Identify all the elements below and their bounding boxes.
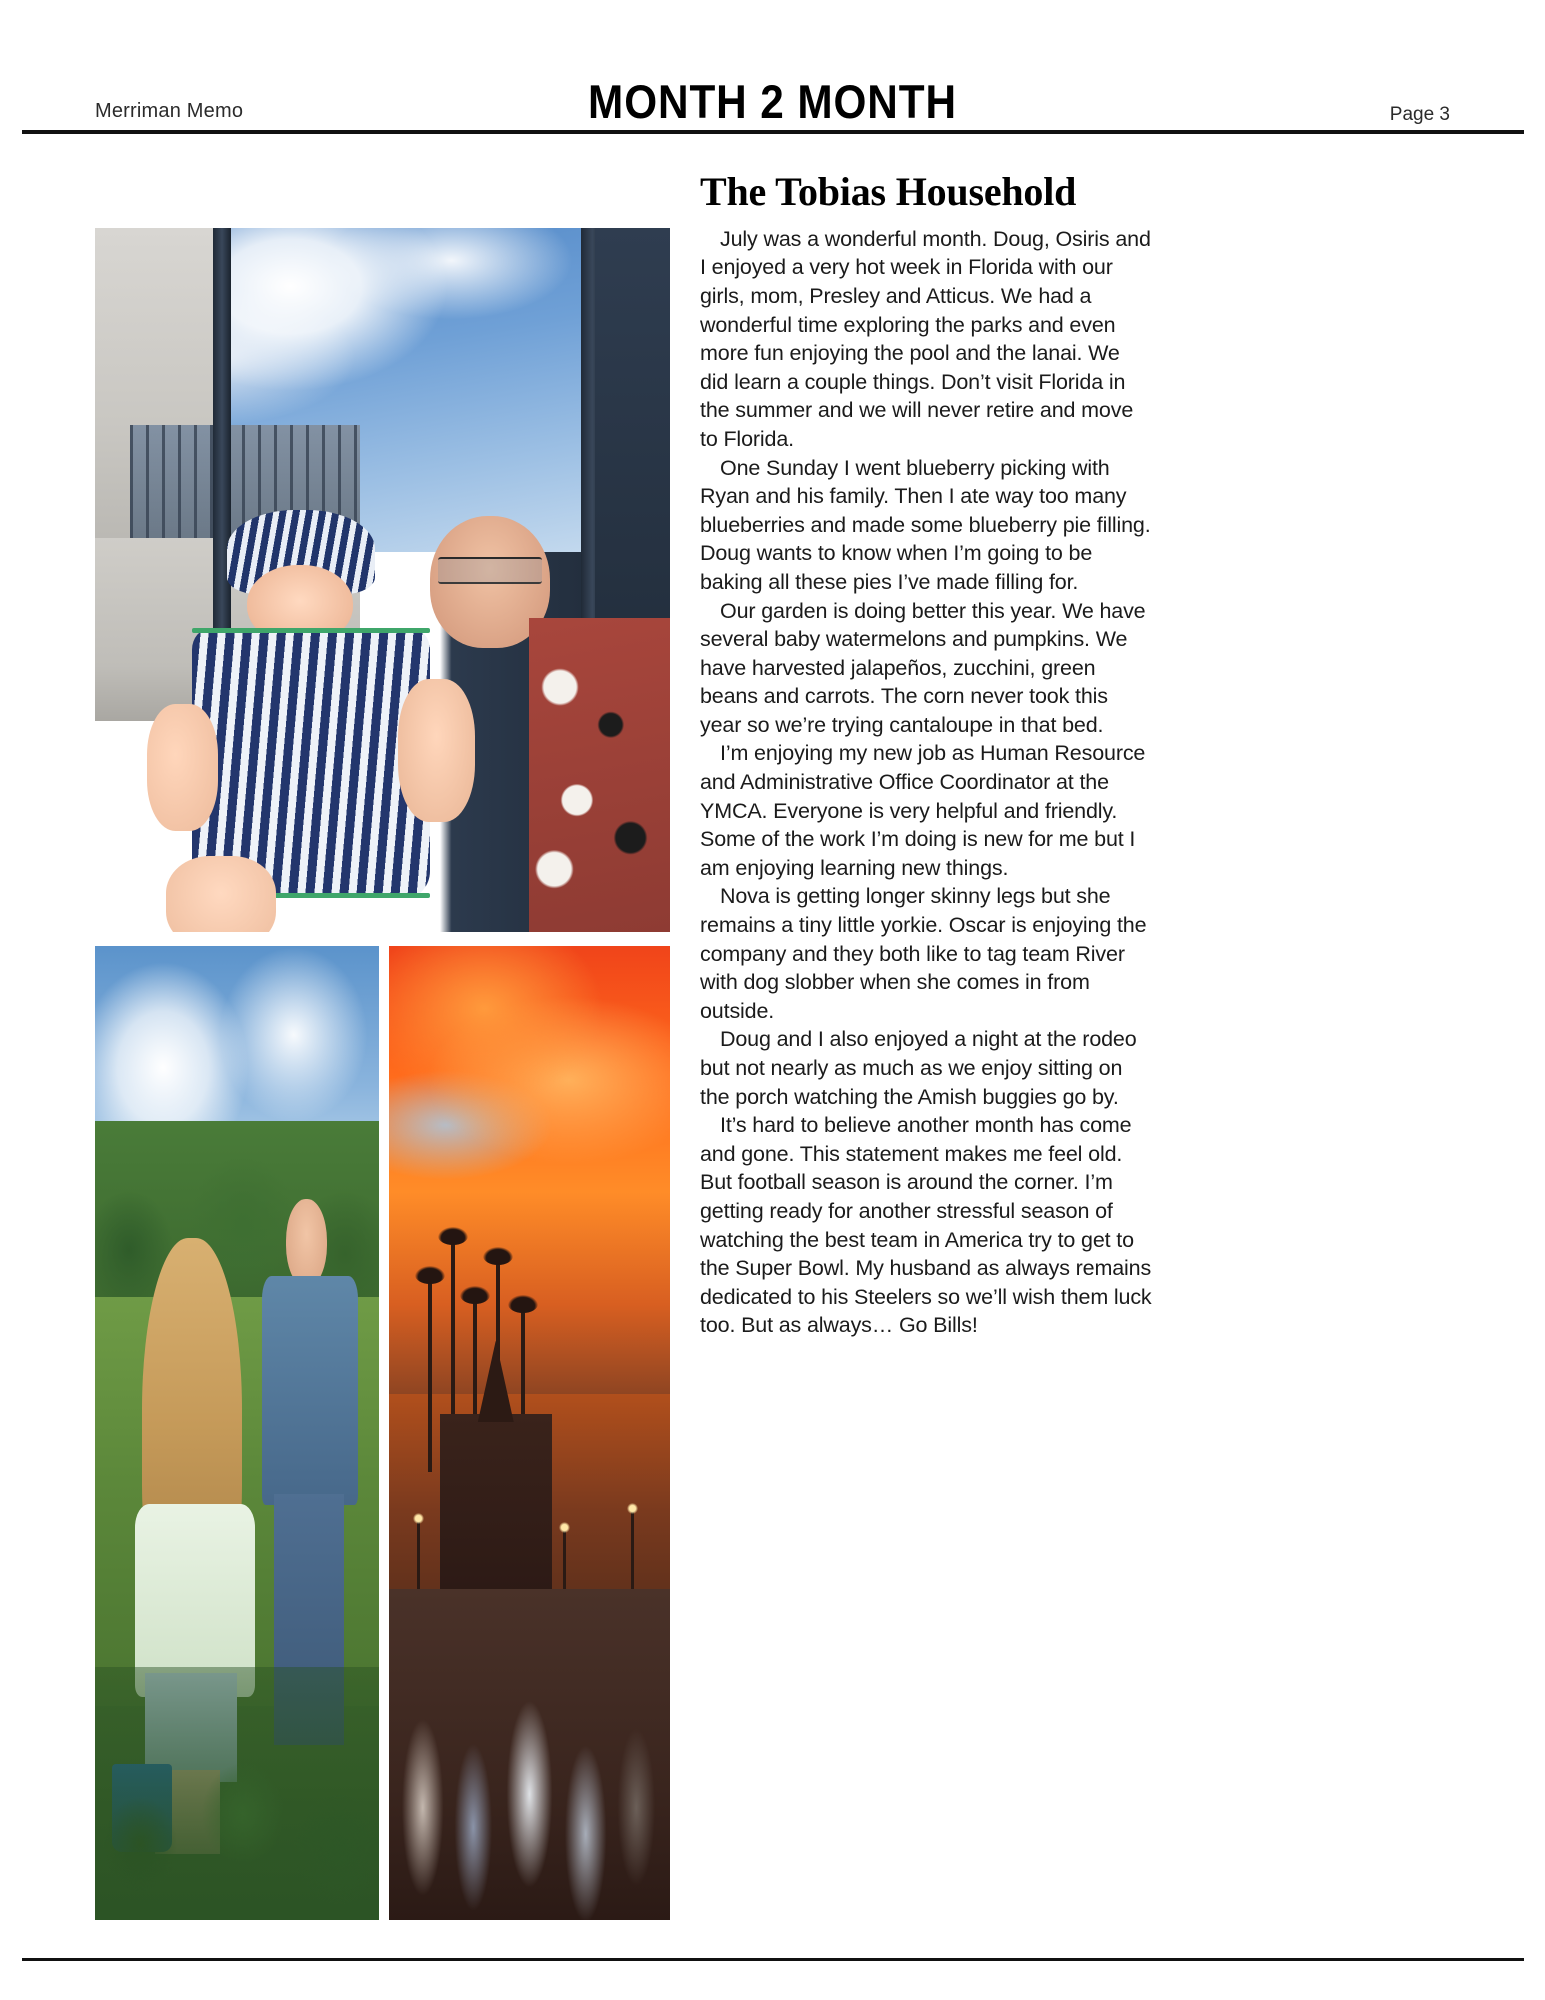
- article-paragraph: One Sunday I went blueberry picking with Ryan and his family. Then I ate way too many blueberries and made some blueberry pie filling. Doug wants to know when I’m going to be baking all these pies I’ve made filling for.: [700, 455, 1151, 594]
- berry-bushes-foreground: [95, 1667, 379, 1920]
- header-divider: [22, 130, 1524, 134]
- footer-divider: [22, 1958, 1524, 1961]
- baby-arm-left: [147, 704, 218, 831]
- boy-head: [286, 1199, 327, 1286]
- palm-tree-1: [428, 1277, 432, 1472]
- article-body: [700, 225, 1152, 1340]
- photo-column: [95, 228, 670, 1920]
- article-paragraph: It’s hard to believe another month has come and gone. This statement makes me feel old. But football season is around the corner. I’m getting ready for another stressful season of watching the best team in America try to get to the Super Bowl. My husband as always remains dedicated to his Steelers so we’ll wish them luck too. But as always… Go Bills!: [700, 1113, 1152, 1338]
- masthead-publication-name: Merriman Memo: [95, 100, 244, 122]
- article-paragraph: Our garden is doing better this year. We have several baby watermelons and pumpkins. We have harvested jalapeños, zucchini, green beans and carrots. The corn never took this year so we’re trying cantaloupe in that bed.: [700, 598, 1146, 737]
- page-number: Page 3: [1389, 104, 1450, 125]
- article-paragraph: July was a wonderful month. Doug, Osiris and I enjoyed a very hot week in Florida with our girls, mom, Presley and Atticus. We had a wonderful time exploring the parks and even more fun enjoying the pool and the lanai. We did learn a couple things. Don’t visit Florida in the summer and we will never retire and move to Florida.: [700, 226, 1151, 451]
- green-trim-top: [192, 628, 430, 633]
- crowd-of-people: [389, 1589, 670, 1920]
- baby-figure: [147, 510, 469, 932]
- page-title: MONTH 2 MONTH: [588, 75, 957, 128]
- masthead: [95, 74, 1450, 134]
- baby-leg: [166, 856, 275, 932]
- article-headline: The Tobias Household: [700, 169, 1077, 214]
- article-column: [700, 170, 1152, 1340]
- baby-arm-right: [398, 679, 475, 823]
- leopard-print-swimsuit: [529, 618, 670, 932]
- photo-sunset-boardwalk: [389, 946, 670, 1920]
- article-paragraph: Nova is getting longer skinny legs but she remains a tiny little yorkie. Oscar is enjoying the company and they both like to tag team River with dog slobber when she comes in from outside.: [700, 884, 1147, 1023]
- article-paragraph: Doug and I also enjoyed a night at the rodeo but not nearly as much as we enjoy sitting on the porch watching the Amish buggies go by.: [700, 1027, 1137, 1109]
- boy-shirt: [262, 1276, 358, 1505]
- article-paragraph: I’m enjoying my new job as Human Resource and Administrative Office Coordinator at the YMCA. Everyone is very helpful and friendly. Some of the work I’m doing is new for me but I am enjoying learning new things.: [700, 741, 1146, 880]
- photo-blueberry-picking: [95, 946, 379, 1920]
- boy-figure: [260, 1199, 362, 1744]
- photo-woman-and-baby: [95, 228, 670, 932]
